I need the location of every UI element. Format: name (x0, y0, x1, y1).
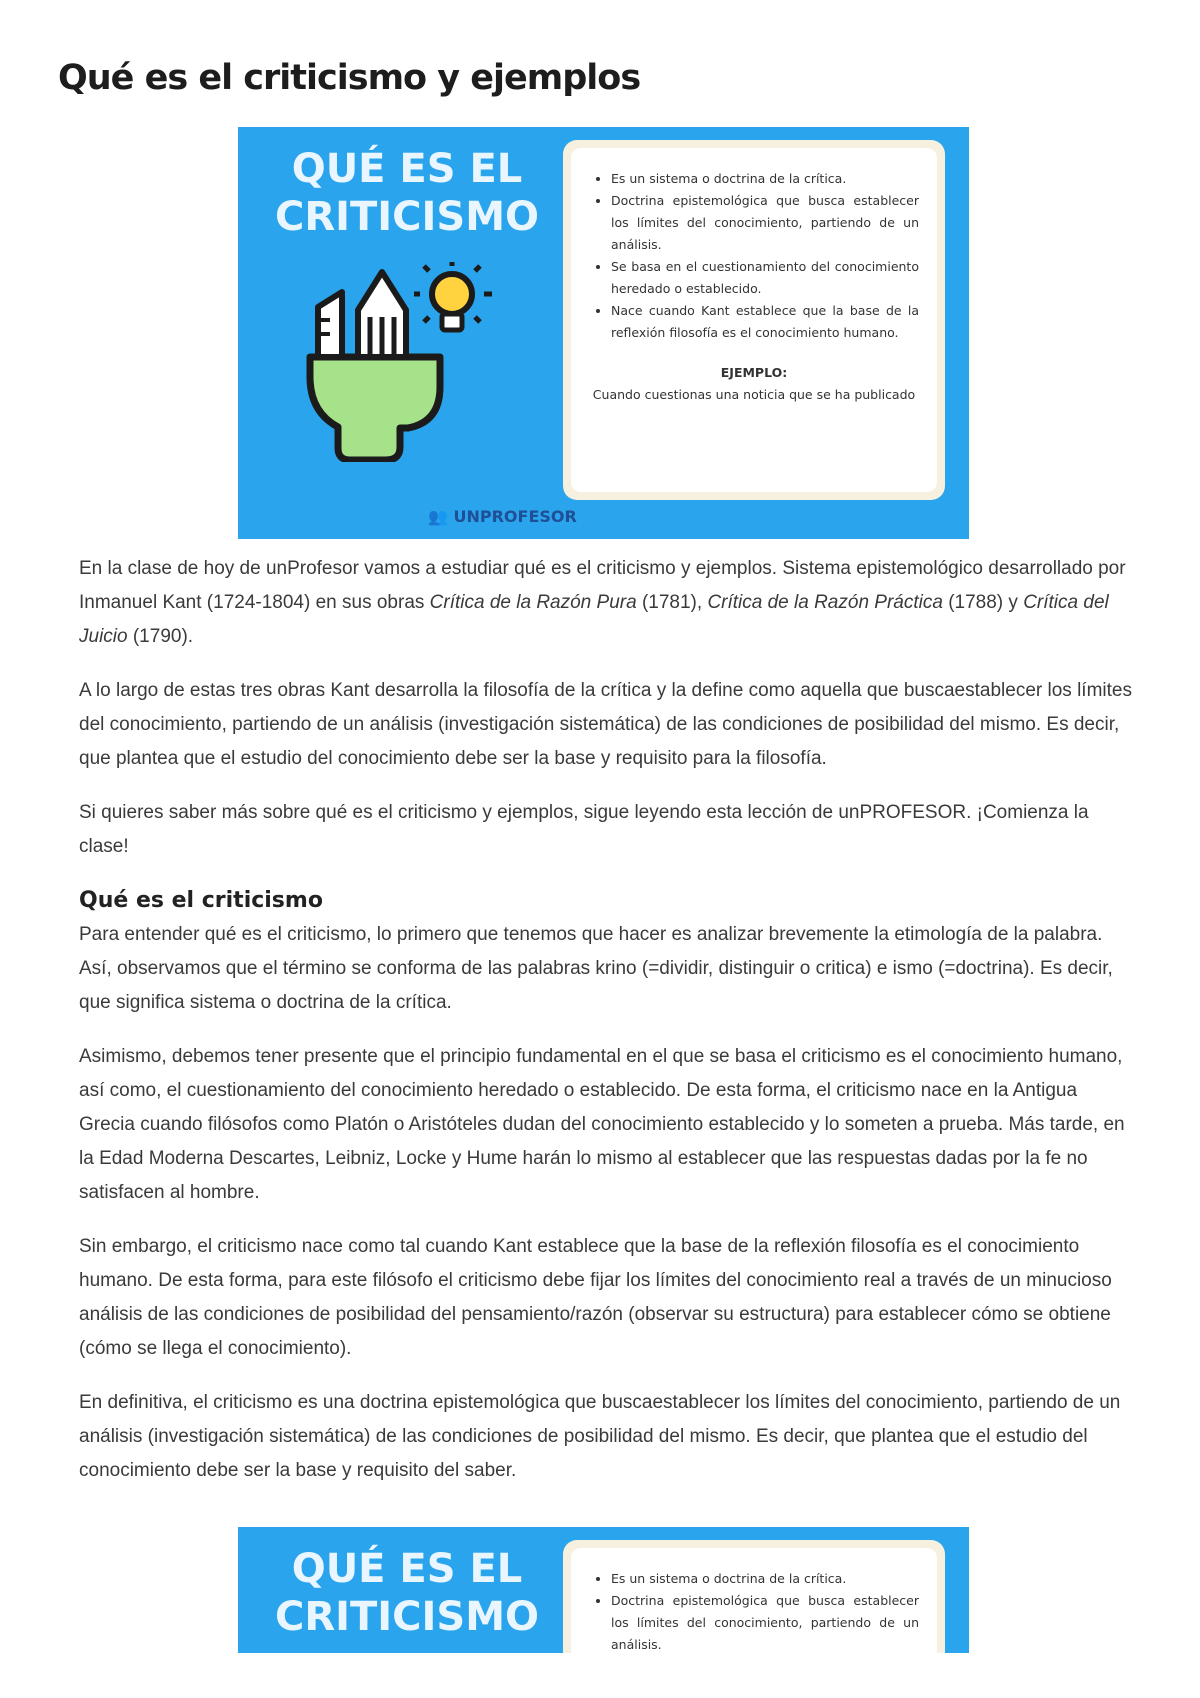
infographic-bullet: • Nace cuando Kant establece que la base de la reflexión filosofía es el conocimiento humano. (611, 300, 919, 344)
criticismo-infographic-repeat (238, 1527, 969, 1653)
work-title: Crítica de la Razón Práctica (707, 592, 943, 613)
intro-paragraph-2: A lo largo de estas tres obras Kant desarrolla la filosofía de la crítica y la define como aquella que buscaestablecer los límites del conocimiento, partiendo de un análisis (investigación sistemática) de las condiciones de posibilidad del mismo. Es decir, que plantea que el estudio del conocimiento debe ser la base y requisito para la filosofía. (79, 680, 1132, 769)
section-paragraph-4: En definitiva, el criticismo es una doctrina epistemológica que buscaestablecer los límites del conocimiento, partiendo de un análisis (investigación sistemática) de las condiciones de posibilidad del mismo. Es decir, que plantea que el estudio del conocimiento debe ser la base y requisito del saber. (79, 1392, 1121, 1481)
section-paragraph-1: Para entender qué es el criticismo, lo primero que tenemos que hacer es analizar brevemente la etimología de la palabra. Así, observamos que el término se conforma de las palabras krino (=dividir, distinguir o critica) e ismo (=doctrina). Es decir, que significa sistema o doctrina de la crítica. (79, 924, 1113, 1013)
infographic-heading (238, 145, 576, 241)
infographic-bullet: • Es un sistema o doctrina de la crítica. (611, 168, 919, 190)
brand-name: UNPROFESOR (453, 507, 577, 526)
infographic-heading-line2: CRITICISMO (274, 1594, 540, 1640)
example-text: Cuando cuestionas una noticia que se ha publicado (592, 387, 916, 402)
work-title: Crítica de la Razón Pura (429, 592, 637, 613)
lightbulb-icon (414, 262, 492, 330)
infographic-heading-line1: QUÉ ES EL (291, 1546, 523, 1592)
head-with-lightbulb-illustration (290, 262, 500, 462)
section-paragraph-2: Asimismo, debemos tener presente que el principio fundamental en el que se basa el criticismo es el conocimiento humano, así como, el cuestionamiento del conocimiento heredado o establecido. De esta forma, el criticismo nace en la Antigua Grecia cuando filósofos como Platón o Aristóteles dudan del conocimiento establecido y lo someten a prueba. Más tarde, en la Edad Moderna Descartes, Leibniz, Locke y Hume harán lo mismo al establecer que las respuestas dadas por la fe no satisfacen al hombre. (79, 1046, 1125, 1203)
infographic-bullet: • Doctrina epistemológica que busca establecer los límites del conocimiento, partiendo de un análisis. (611, 190, 919, 256)
intro-paragraph-3: Si quieres saber más sobre qué es el criticismo y ejemplos, sigue leyendo esta lección de unPROFESOR. ¡Comienza la clase! (79, 802, 1089, 857)
brand-logo (428, 507, 577, 526)
infographic-card (563, 1540, 945, 1653)
infographic-bullet: • Se basa en el cuestionamiento del conocimiento heredado o establecido. (611, 256, 919, 300)
intro-paragraph-1: En la clase de hoy de unProfesor vamos a estudiar qué es el criticismo y ejemplos. Sistema epistemológico desarrollado por Inmanuel Kant (1724-1804) en sus obras Crítica de la Razón Pura (1781), Crítica de la Razón Práctica (1788) y Crítica del Juicio (1790). (79, 558, 1126, 647)
section-paragraph-3: Sin embargo, el criticismo nace como tal cuando Kant establece que la base de la reflexión filosofía es el conocimiento humano. De esta forma, para este filósofo el criticismo debe fijar los límites del conocimiento real a través de un minucioso análisis de las condiciones de posibilidad del pensamiento/razón (observar su estructura) para establecer cómo se obtiene (cómo se llega el conocimiento). (79, 1236, 1112, 1359)
infographic-bullet-list (589, 168, 919, 344)
criticismo-infographic (238, 127, 969, 539)
intro-text (79, 552, 1135, 1508)
section-heading: Qué es el criticismo (79, 888, 323, 913)
work-title: Crítica del Juicio (79, 592, 1109, 647)
infographic-card (563, 140, 945, 500)
infographic-heading-line2: CRITICISMO (274, 194, 540, 240)
infographic-heading-line1: QUÉ ES EL (291, 146, 523, 192)
head-icon (310, 357, 440, 460)
infographic-bullet: • Es un sistema o doctrina de la crítica. (611, 1568, 919, 1590)
infographic-bullet-list (589, 1568, 919, 1653)
pencil-icon (358, 272, 406, 357)
example-title: EJEMPLO: (720, 365, 788, 380)
infographic-bullet: • Doctrina epistemológica que busca establecer los límites del conocimiento, partiendo de un análisis. (611, 1590, 919, 1653)
ruler-icon (318, 292, 342, 357)
infographic-heading (238, 1545, 576, 1641)
page-title: Qué es el criticismo y ejemplos (58, 58, 641, 98)
brand-icon: 👥 (428, 507, 448, 526)
